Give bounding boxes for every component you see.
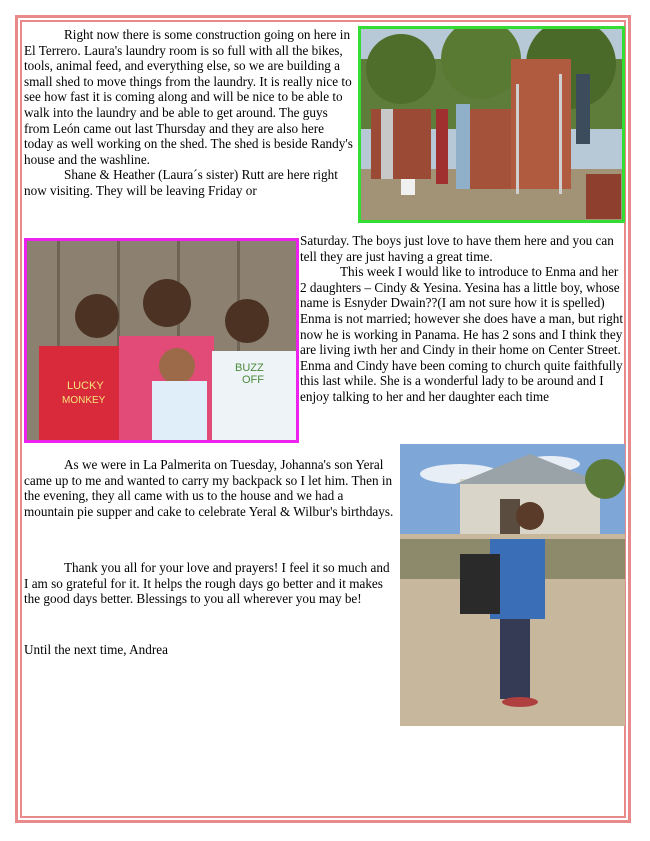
shirt-text-monkey: MONKEY bbox=[62, 395, 106, 406]
paragraph-palmerita bbox=[24, 457, 396, 519]
boy-backpack-photo bbox=[400, 444, 625, 726]
enma-text: This week I would like to introduce to Enma and her 2 daughters – Cindy & Yesina. Yesina has a little boy, whose name is Esnyder Dwain??(I am not sure how it is spelled) Enma is not married; however she does have a man, but right now he is working in Panama. He has 2 sons and I think they are living iwth her and Cindy in their home on Center Street. Enma and Cindy have been coming to church quite faithfully this last while. She is a wonderful lady to be around and I enjoy talking to her and her daughter each time bbox=[300, 264, 624, 404]
closing-line bbox=[24, 642, 396, 658]
visit-text-start: Shane & Heather (Laura´s sister) Rutt are here right now visiting. They will be leaving Friday or bbox=[24, 167, 338, 198]
thanks-text: Thank you all for your love and prayers! I feel it so much and I am so grateful for it. It helps the rough days go better and it makes the good days better. Blessings to you all wherever you may be! bbox=[24, 560, 390, 607]
closing-text: Until the next time, Andrea bbox=[24, 642, 168, 657]
paragraph-visit-and-enma bbox=[300, 233, 626, 405]
construction-photo bbox=[358, 26, 625, 223]
shirt-text-lucky: LUCKY bbox=[67, 380, 104, 392]
construction-text: Right now there is some construction going on here in El Terrero. Laura's laundry room is so full with all the bikes, tools, animal feed, and everything else, so we are building a small shed to move things from the laundry. It is really nice to see how fast it is coming along and will be nice to be able to walk into the laundry and be able to get around. The guys from León came out last Thursday and they are also here today as well working on the shed. The shed is beside Randy's house and the washline. bbox=[24, 27, 353, 167]
shirt-text-off: OFF bbox=[242, 374, 264, 386]
family-photo bbox=[24, 238, 299, 443]
visit-text-end: Saturday. The boys just love to have them here and you can tell they are just having a great time. bbox=[300, 233, 614, 264]
paragraph-thanks bbox=[24, 560, 396, 607]
shirt-text-buzz: BUZZ bbox=[235, 362, 264, 374]
palmerita-text: As we were in La Palmerita on Tuesday, Johanna's son Yeral came up to me and wanted to carry my backpack so I let him. Then in the evening, they all came with us to the house and we had a mountain pie supper and cake to celebrate Yeral & Wilbur's birthdays. bbox=[24, 457, 394, 519]
paragraph-construction bbox=[24, 27, 356, 199]
